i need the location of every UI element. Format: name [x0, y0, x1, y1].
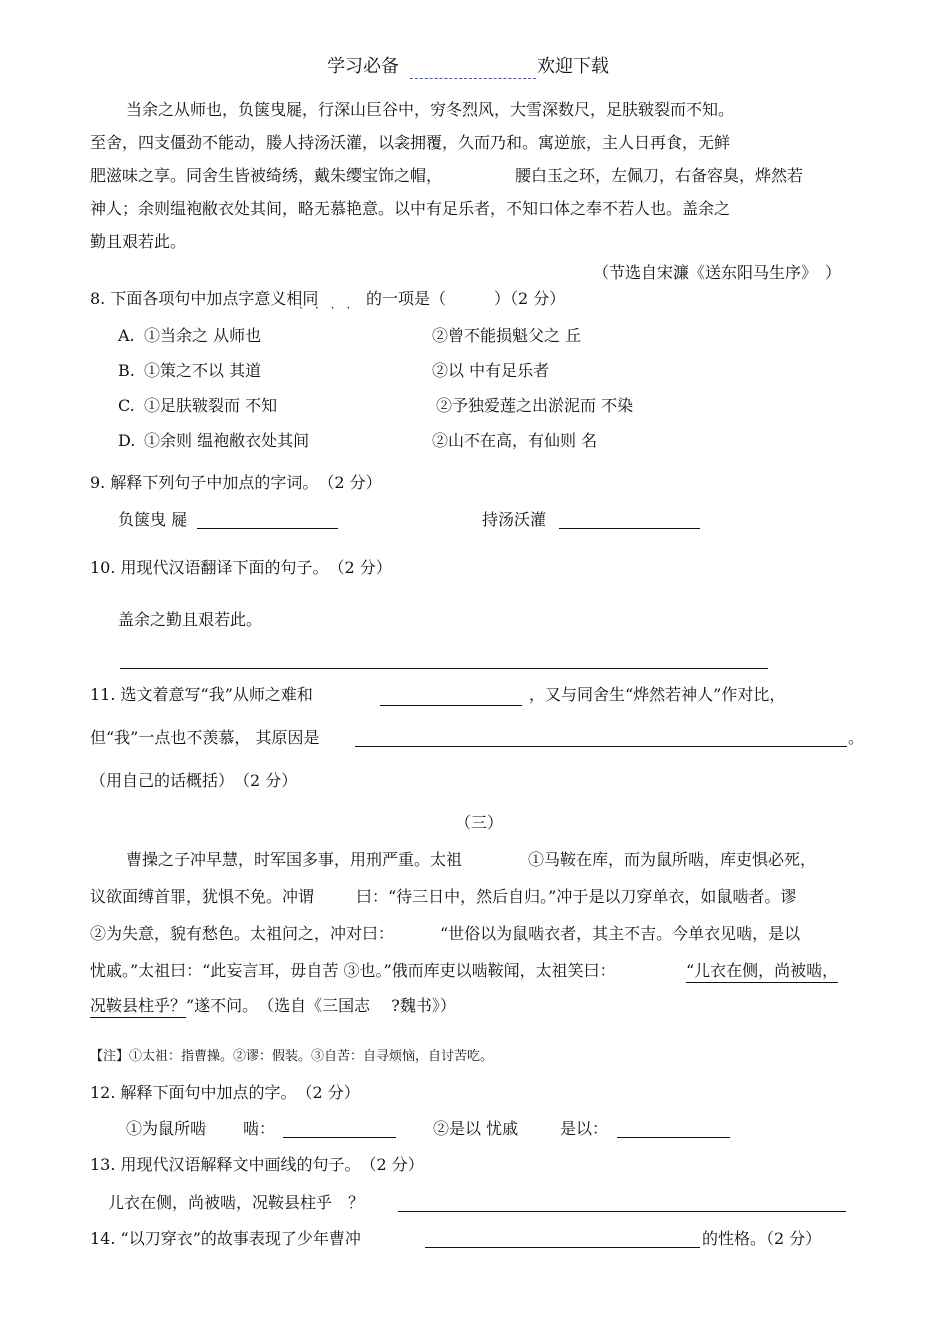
- section3-line-5a: 况鞍县柱乎？: [90, 995, 186, 1018]
- q8-option-letter: C.: [118, 396, 135, 415]
- q8-stem-tail: 的一项是（ ）（2 分）: [366, 289, 566, 308]
- section3-notes: 【注】①太祖：指曹操。②谬：假装。③自苦：自寻烦恼，自讨苦吃。: [90, 1049, 494, 1064]
- q8-option-letter: D.: [118, 431, 136, 450]
- q11-answer-b[interactable]: [355, 746, 847, 747]
- q9-item-b: 持汤沃灌: [482, 510, 547, 529]
- section3-line-3b: “世俗以为鼠啮衣者，其主不吉。今单衣见啮，是以: [440, 924, 801, 943]
- q11-note: （用自己的话概括） （2 分）: [90, 771, 298, 790]
- passage-line-3b: 腰白玉之环，左佩刀，右备容臭，烨然若: [515, 166, 804, 185]
- header-dash: [410, 78, 536, 79]
- section3-line-5b: ”遂不问。 （选自《三国志 ?魏书》）: [186, 996, 456, 1015]
- passage-line-1: 当余之从师也，负箧曳屣，行深山巨谷中，穷冬烈风，大雪深数尺，足肤皲裂而不知。: [126, 100, 735, 119]
- q8-option-right: ②以 中有足乐者: [432, 361, 550, 380]
- q10-answer-line[interactable]: [120, 668, 768, 669]
- section3-title: （三）: [455, 813, 504, 832]
- section3-line-1a: 曹操之子冲早慧，时军国多事，用刑严重。太祖: [126, 850, 463, 869]
- q12-label-a: 啮：: [243, 1119, 276, 1138]
- header-left: 学习必备: [327, 56, 399, 77]
- q13-sentence: 儿衣在侧，尚被啮，况鞍县柱乎 ？: [108, 1193, 365, 1212]
- q12-item-b: ②是以 忧戚: [433, 1119, 519, 1138]
- q8-option-left: ①足肤皲裂而 不知: [144, 396, 278, 415]
- q8-stem: 8. 下面各项句中加点字意义相同: [90, 289, 319, 308]
- emphasis-dots: · · · ·: [299, 301, 351, 315]
- section3-line-2a: 议欲面缚首罪，犹惧不免。冲谓: [90, 887, 315, 906]
- q12-label-b: 是以：: [560, 1119, 609, 1138]
- q11-answer-a[interactable]: [380, 705, 522, 706]
- q9-answer-b[interactable]: [559, 528, 700, 529]
- header-right: 欢迎下载: [537, 56, 609, 77]
- section3-line-4b: “儿衣在侧，尚被啮，: [686, 960, 838, 983]
- q9-stem: 9. 解释下列句子中加点的字词。 （2 分）: [90, 473, 382, 492]
- q8-option-right: ②予独爱莲之出淤泥而 不染: [436, 396, 634, 415]
- q8-option-letter: B.: [118, 361, 135, 380]
- q8-option-left: ①策之不以 其道: [144, 361, 262, 380]
- section3-line-2b: 曰：“待三日中，然后自归。”冲于是以刀穿单衣，如鼠啮者。谬: [356, 887, 797, 906]
- passage-line-4: 神人；余则缊袍敝衣处其间，略无慕艳意。以中有足乐者，不知口体之奉不若人也。盖余之: [90, 199, 731, 218]
- q8-option-right: ②曾不能损魁父之 丘: [432, 326, 582, 345]
- passage-line-5: 勤且艰若此。: [90, 232, 187, 251]
- q12-answer-b[interactable]: [617, 1137, 730, 1138]
- q12-item-a: ①为鼠所啮: [126, 1119, 207, 1138]
- q12-stem: 12. 解释下面句中加点的字。 （2 分）: [90, 1083, 360, 1102]
- q12-answer-a[interactable]: [283, 1137, 396, 1138]
- q8-option-right: ②山不在高，有仙则 名: [432, 431, 598, 450]
- q9-item-a: 负箧曳 屣: [118, 510, 188, 529]
- q11-part2: ，又与同舍生“烨然若神人”作对比，: [529, 685, 786, 704]
- q11-part3: 但“我”一点也不羡慕， 其原因是: [90, 728, 320, 747]
- q11-end: 。: [848, 728, 865, 747]
- q8-option-letter: A.: [118, 326, 135, 345]
- q11-part1: 11. 选文着意写“我”从师之难和: [90, 685, 313, 704]
- q8-option-left: ①余则 缊袍敝衣处其间: [144, 431, 310, 450]
- q8-option-left: ①当余之 从师也: [144, 326, 262, 345]
- passage-line-2: 至舍，四支僵劲不能动，媵人持汤沃灌，以衾拥覆，久而乃和。寓逆旅，主人日再食，无鲜: [90, 133, 731, 152]
- q14-part2: 的性格。（2 分）: [702, 1229, 822, 1248]
- q9-answer-a[interactable]: [197, 528, 338, 529]
- passage-source: （节选自宋濂《送东阳马生序》 ）: [593, 263, 842, 282]
- passage-line-3a: 肥滋味之享。同舍生皆被绮绣，戴朱缨宝饰之帽，: [90, 166, 443, 185]
- q14-part1: 14. “以刀穿衣”的故事表现了少年曹冲: [90, 1229, 361, 1248]
- section3-line-4a: 忧戚。”太祖曰：“此妄言耳，毋自苦 ③也。”俄而库吏以啮鞍闻，太祖笑曰：: [90, 961, 616, 980]
- q10-sentence: 盖余之勤且艰若此。: [118, 610, 263, 629]
- section3-line-3a: ②为失意，貌有愁色。太祖问之，冲对曰：: [90, 924, 395, 943]
- q14-answer[interactable]: [425, 1247, 700, 1248]
- q10-stem: 10. 用现代汉语翻译下面的句子。 （2 分）: [90, 558, 392, 577]
- q13-answer[interactable]: [398, 1211, 846, 1212]
- section3-line-1b: ①马鞍在库，而为鼠所啮，库吏惧必死，: [528, 850, 817, 869]
- q13-stem: 13. 用现代汉语解释文中画线的句子。 （2 分）: [90, 1155, 424, 1174]
